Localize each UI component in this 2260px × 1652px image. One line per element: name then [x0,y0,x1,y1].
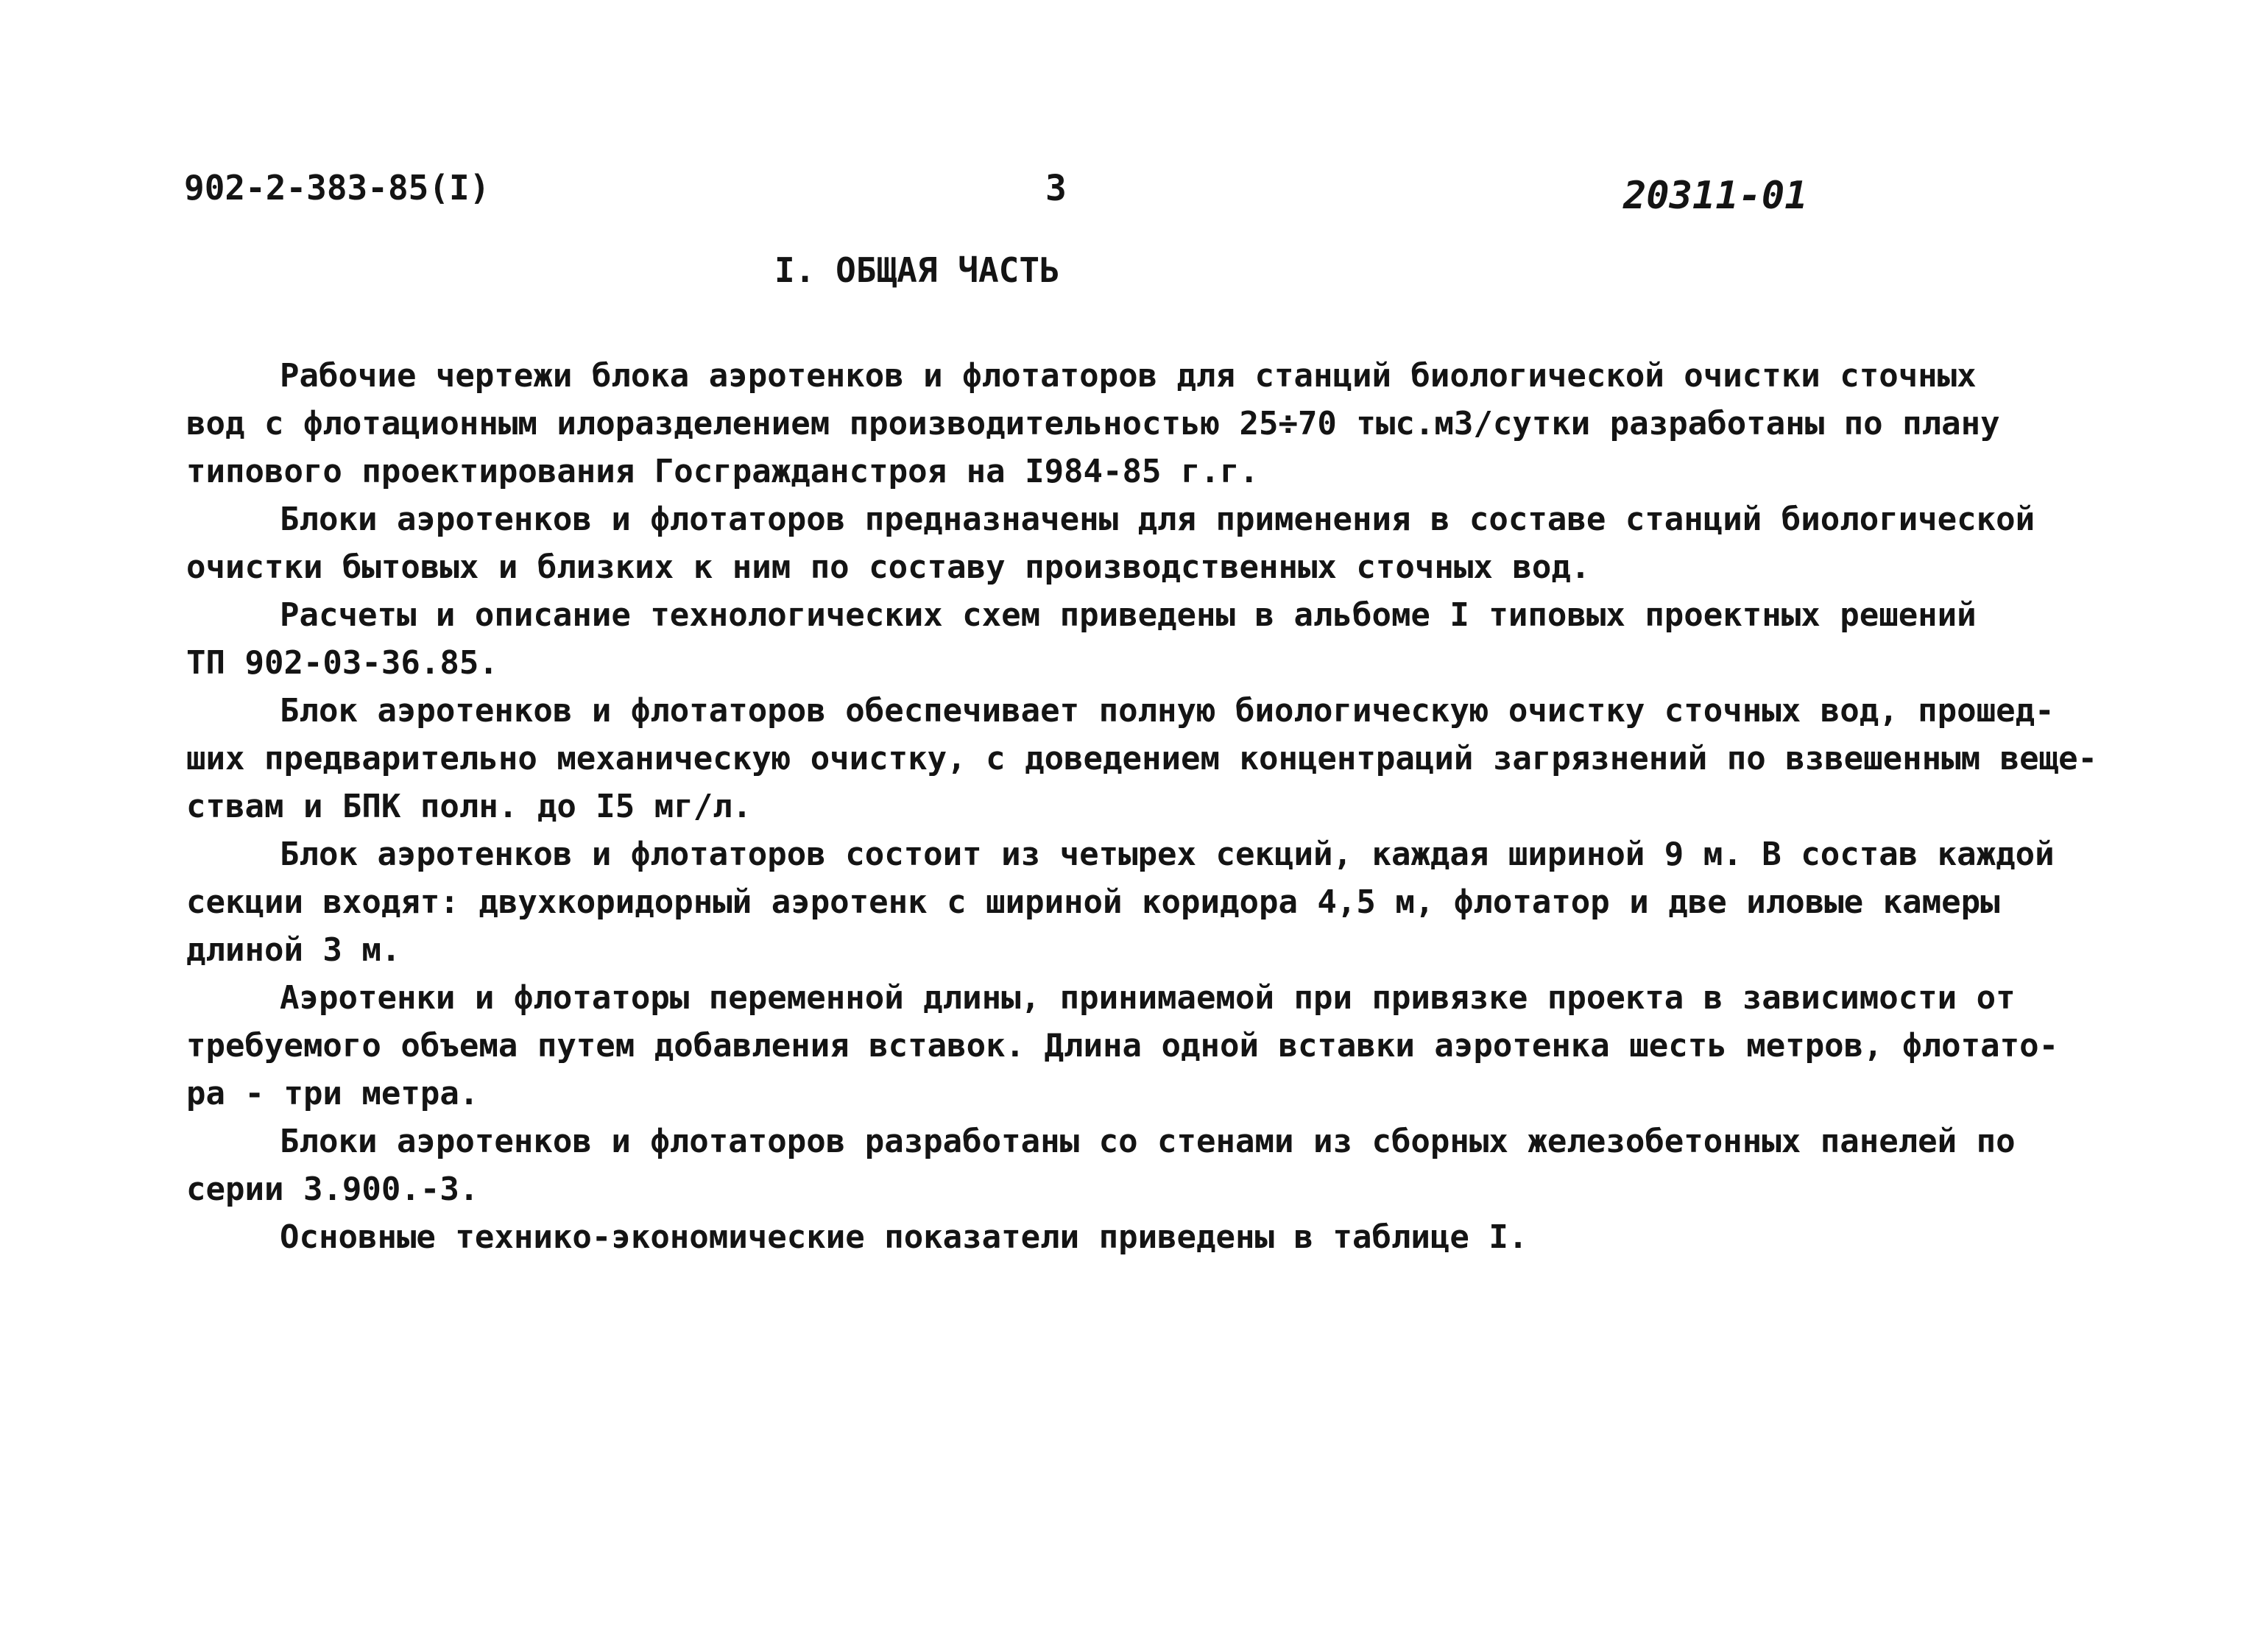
paragraph-line: ствам и БПК полн. до I5 мг/л. [186,788,752,825]
paragraph-line: Аэротенки и флотаторы переменной длины, принимаемой при привязке проекта в зависимости от [280,979,2016,1017]
section-title: I. ОБЩАЯ ЧАСТЬ [774,250,1060,290]
paragraph-line: длиной 3 м. [186,931,401,969]
paragraph-line: типового проектирования Госгражданстроя на I984-85 г.г. [186,453,1259,490]
paragraph-line: Рабочие чертежи блока аэротенков и флотаторов для станций биологической очистки сточных [280,357,1977,395]
paragraph-line: Блоки аэротенков и флотаторов предназначены для применения в составе станций биологической [280,501,2035,538]
paragraph-line: Блок аэротенков и флотаторов состоит из четырех секций, каждая шириной 9 м. В состав каждой [280,836,2055,873]
paragraph-line: Блок аэротенков и флотаторов обеспечивает полную биологическую очистку сточных вод, прошед- [280,692,2055,730]
paragraph-line: ТП 902-03-36.85. [186,644,498,682]
paragraph-line: Расчеты и описание технологических схем приведены в альбоме I типовых проектных решений [280,596,1977,634]
paragraph-line: ших предварительно механическую очистку, с доведением концентраций загрязнений по взвешенным веще- [186,740,2098,777]
document-code: 902-2-383-85(I) [184,168,490,208]
paragraph-line: требуемого объема путем добавления вставок. Длина одной вставки аэротенка шесть метров, флотато- [186,1027,2059,1065]
paragraph-line: Блоки аэротенков и флотаторов разработаны со стенами из сборных железобетонных панелей по [280,1123,2016,1160]
paragraph-line: очистки бытовых и близких к ним по составу производственных сточных вод. [186,548,1591,586]
page-number: 3 [1045,168,1067,209]
sheet-code: 20311-01 [1623,174,1808,218]
paragraph-line: вод с флотационным илоразделением производительностью 25÷70 тыс.м3/сутки разработаны по плану [186,405,2000,442]
paragraph-line: Основные технико-экономические показатели приведены в таблице I. [280,1218,1528,1256]
body-text [186,352,2130,1261]
paragraph-line: ра - три метра. [186,1075,479,1112]
paragraph-line: серии 3.900.-3. [186,1171,479,1208]
paragraph-line: секции входят: двухкоридорный аэротенк с шириной коридора 4,5 м, флотатор и две иловые камеры [186,883,2000,921]
